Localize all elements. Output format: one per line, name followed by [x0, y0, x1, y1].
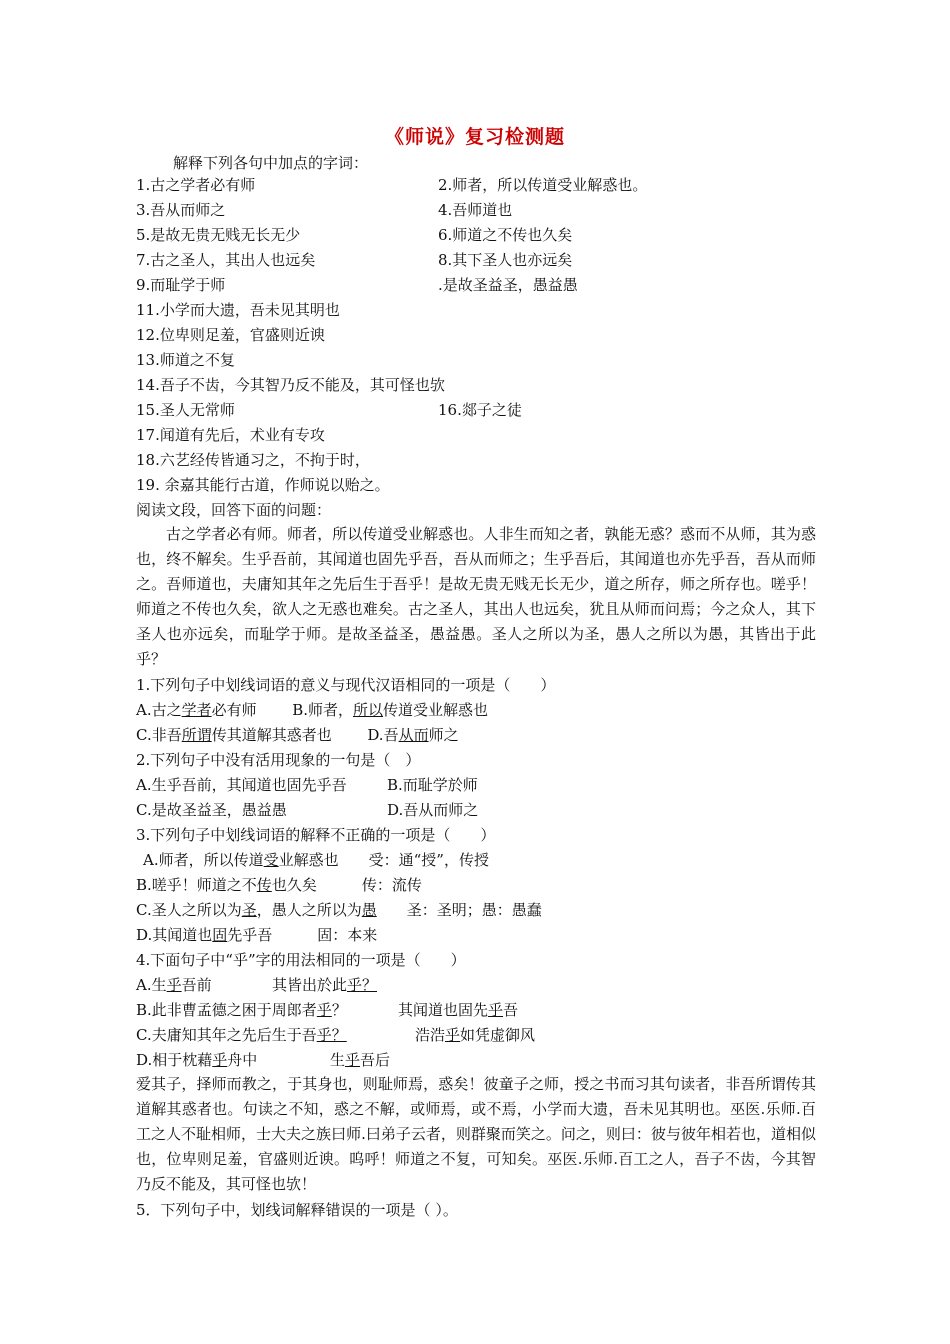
q3-option-b: B.嗟乎！师道之不传也久矣 传：流传 [136, 876, 422, 894]
q1-options-cd: C.非吾所谓传其道解其惑者也 D.吾从而师之 [136, 726, 459, 744]
passage-2: 爱其子，择师而教之，于其身也，则耻师焉，惑矣！彼童子之师，授之书而习其句读者，非吾所谓传其道解其惑者也。句读之不知，惑之不解，或师焉，或不焉，小学而大遗，吾未见其明也。巫医.乐师.百工之人不耻相师，士大夫之族曰师.曰弟子云者，则群聚而笑之。问之，则曰：彼与彼年相若也，道相似也，位卑则足羞，官盛则近谀。呜呼！师道之不复，可知矣。巫医.乐师.百工之人，吾子不齿，今其智乃反不能及，其可怪也欤！ [136, 1075, 816, 1193]
q2-option-a: A.生乎吾前，其闻道也固先乎吾 [136, 776, 347, 794]
item-1: 1.古之学者必有师 [136, 176, 256, 194]
item-4: 4.吾师道也 [438, 201, 513, 219]
item-16: 16.郯子之徒 [438, 401, 522, 419]
q2-option-d: D.吾从而师之 [387, 801, 479, 819]
item-13: 13.师道之不复 [136, 351, 235, 369]
item-2: 2.师者，所以传道受业解惑也。 [438, 176, 648, 194]
q2-stem: 2.下列句子中没有活用现象的一句是（ ） [136, 751, 421, 769]
item-19: 19. 余嘉其能行古道，作师说以贻之。 [136, 476, 390, 494]
q3-option-c: C.圣人之所以为圣，愚人之所以为愚 圣：圣明；愚：愚蠢 [136, 901, 542, 919]
q3-option-a: A.师者，所以传道受业解惑也 受：通“授”，传授 [143, 851, 489, 869]
q4-option-d2: 生乎吾后 [330, 1051, 391, 1069]
q3-option-d: D.其闻道也固先乎吾 固：本来 [136, 926, 378, 944]
item-8: 8.其下圣人也亦远矣 [438, 251, 573, 269]
item-15: 15.圣人无常师 [136, 401, 235, 419]
item-12: 12.位卑则足羞，官盛则近谀 [136, 326, 325, 344]
q5-stem: 5．下列句子中，划线词解释错误的一项是（ ）。 [136, 1201, 458, 1219]
q4-option-d1: D.相于枕藉乎舟中 [136, 1051, 258, 1069]
part1-instruction: 解释下列各句中加点的字词： [173, 154, 369, 172]
q4-option-c1: C.夫庸知其年之先后生于吾乎？ [136, 1026, 347, 1044]
item-17: 17.闻道有先后，术业有专攻 [136, 426, 325, 444]
q4-option-b2: 其闻道也固先乎吾 [398, 1001, 519, 1019]
q4-option-a1: A.生乎吾前 [136, 976, 212, 994]
page-title: 《师说》复习检测题 [384, 126, 565, 148]
part2-instruction: 阅读文段，回答下面的问题： [136, 501, 332, 519]
q1-options-ab: A.古之学者必有师 B.师者，所以传道受业解惑也 [136, 701, 489, 719]
item-7: 7.古之圣人，其出人也远矣 [136, 251, 316, 269]
q4-option-a2: 其皆出於此乎？ [272, 976, 378, 994]
item-3: 3.吾从而师之 [136, 201, 226, 219]
q2-option-c: C.是故圣益圣，愚益愚 [136, 801, 287, 819]
item-11: 11.小学而大遗，吾未见其明也 [136, 301, 340, 319]
q3-stem: 3.下列句子中划线词语的解释不正确的一项是（ ） [136, 826, 496, 844]
q4-option-b1: B.此非曹孟德之困于周郎者乎？ [136, 1001, 347, 1019]
item-6: 6.师道之不传也久矣 [438, 226, 573, 244]
item-5: 5.是故无贵无贱无长无少 [136, 226, 301, 244]
item-18: 18.六艺经传皆通习之，不拘于时， [136, 451, 370, 469]
q4-stem: 4.下面句子中“乎”字的用法相同的一项是（ ） [136, 951, 466, 969]
q1-stem: 1.下列句子中划线词语的意义与现代汉语相同的一项是（ ） [136, 676, 556, 694]
q4-option-c2: 浩浩乎如凭虚御风 [415, 1026, 536, 1044]
passage-1: 古之学者必有师。师者，所以传道受业解惑也。人非生而知之者，孰能无惑？惑而不从师，其为惑也，终不解矣。生乎吾前，其闻道也固先乎吾，吾从而师之；生乎吾后，其闻道也亦先乎吾，吾从而师之。吾师道也，夫庸知其年之先后生于吾乎！是故无贵无贱无长无少，道之所存，师之所存也。嗟乎！师道之不传也久矣，欲人之无惑也难矣。古之圣人，其出人也远矣，犹且从师而问焉；今之众人，其下圣人也亦远矣，而耻学于师。是故圣益圣，愚益愚。圣人之所以为圣，愚人之所以为愚，其皆出于此乎？ [136, 525, 816, 668]
item-14: 14.吾子不齿，今其智乃反不能及，其可怪也欤 [136, 376, 445, 394]
q2-option-b: B.而耻学於师 [387, 776, 478, 794]
item-9: 9.而耻学于师 [136, 276, 226, 294]
item-10: .是故圣益圣，愚益愚 [438, 276, 578, 294]
